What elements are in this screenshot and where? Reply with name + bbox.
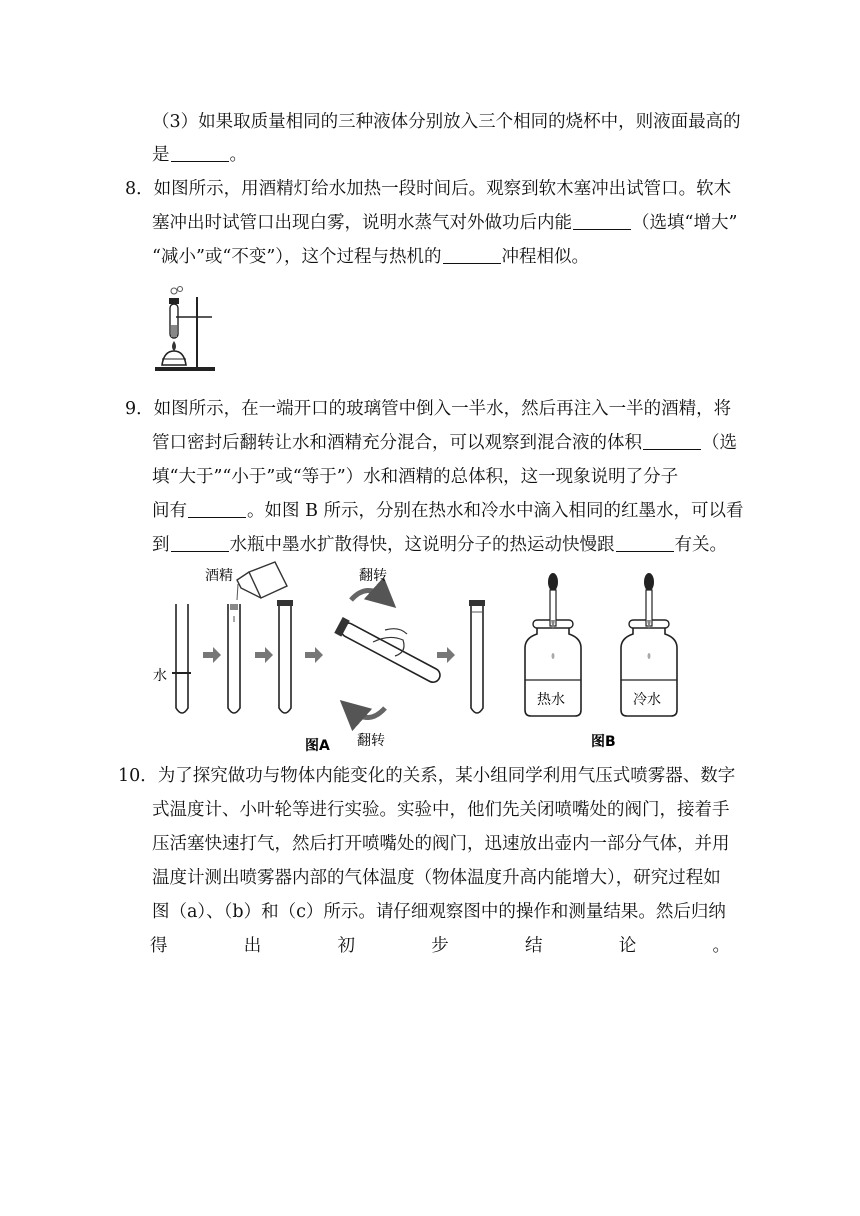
- figure-b-caption: 图B: [591, 734, 616, 750]
- q9-text: （选: [702, 433, 737, 453]
- figure-b: [525, 573, 677, 750]
- curved-arrow-icon: [351, 590, 385, 600]
- q9-text: 有关。: [674, 535, 727, 555]
- arrow-right-icon: [255, 647, 273, 663]
- q10-char: 论: [618, 936, 637, 956]
- q9-text: 管口密封后翻转让水和酒精充分混合，可以观察到混合液的体积: [152, 433, 642, 453]
- q9-line1: 9．如图所示，在一端开口的玻璃管中倒入一半水，然后再注入一半的酒精，将: [125, 399, 732, 419]
- q10-line2: 式温度计、小叶轮等进行实验。实验中，他们先关闭喷嘴处的阀门，接着手: [152, 800, 730, 820]
- answer-blank[interactable]: [643, 432, 701, 450]
- q7-part3-line1: （3）如果取质量相同的三种液体分别放入三个相同的烧杯中，则液面最高的: [152, 112, 741, 132]
- answer-blank[interactable]: [616, 534, 674, 552]
- q10-line6: [150, 934, 730, 958]
- water-label: 水: [153, 668, 167, 684]
- q8-text: （选填“增大”: [632, 213, 738, 233]
- q8-text: 塞冲出时试管口出现白雾，说明水蒸气对外做功后内能: [152, 213, 572, 233]
- answer-blank[interactable]: [188, 500, 246, 518]
- arrow-right-icon: [203, 647, 221, 663]
- answer-blank[interactable]: [443, 246, 501, 264]
- q9-text: 到: [152, 535, 170, 555]
- arrow-right-icon: [305, 647, 323, 663]
- arrow-right-icon: [437, 647, 455, 663]
- q9-line3: 填“大于”“小于”或“等于”）水和酒精的总体积，这一现象说明了分子: [152, 467, 679, 487]
- q9-text: 间有: [152, 501, 187, 521]
- q8-line2: [152, 211, 737, 235]
- q8-line3: [152, 245, 589, 269]
- answer-blank[interactable]: [573, 212, 631, 230]
- q8-apparatus-figure: [150, 285, 220, 373]
- q8-text: “减小”或“不变”），这个过程与热机的: [152, 247, 442, 267]
- bottle-icon: [237, 562, 287, 600]
- q9-line4: [152, 499, 743, 523]
- q10-line1: 10．为了探究做功与物体内能变化的关系，某小组同学利用气压式喷雾器、数字: [118, 766, 736, 786]
- figure-a: [153, 562, 485, 754]
- q7-text: 是: [152, 145, 170, 165]
- q10-char: 出: [243, 936, 262, 956]
- q8-text: 冲程相似。: [501, 247, 590, 267]
- test-tube-icon: [279, 604, 291, 713]
- q8-line1: 8．如图所示，用酒精灯给水加热一段时间后。观察到软木塞冲出试管口。软木: [125, 179, 732, 199]
- figure-a-caption: 图A: [305, 738, 330, 754]
- hot-water-bottle-icon: [525, 573, 581, 716]
- flip-label-top: 翻转: [359, 568, 387, 584]
- q7-part3-line2: [152, 143, 247, 167]
- q10-char: 结: [525, 936, 543, 956]
- q9-text: 。如图 B 所示，分别在热水和冷水中滴入相同的红墨水，可以看: [247, 501, 744, 521]
- answer-blank[interactable]: [171, 534, 229, 552]
- q9-line5: [152, 533, 727, 557]
- q10-line3: 压活塞快速打气，然后打开喷嘴处的阀门，迅速放出壶内一部分气体，并用: [152, 834, 730, 854]
- alcohol-label: 酒精: [205, 568, 233, 584]
- q10-char: 初: [337, 936, 355, 956]
- q7-text: 。: [229, 145, 247, 165]
- q10-char: 。: [712, 936, 730, 956]
- cold-water-bottle-icon: [621, 573, 677, 716]
- cold-water-label: 冷水: [633, 692, 661, 708]
- q10-line4: 温度计测出喷雾器内部的气体温度（物体温度升高内能增大），研究过程如: [152, 868, 721, 888]
- q9-figure: [145, 560, 715, 755]
- hot-water-label: 热水: [537, 692, 565, 708]
- q10-char: 得: [150, 936, 168, 956]
- test-tube-icon: [471, 604, 483, 713]
- q10-line5: 图（a）、（b）和（c）所示。请仔细观察图中的操作和测量结果。然后归纳: [152, 902, 726, 922]
- curved-arrow-icon: [351, 708, 385, 718]
- tilted-tube-icon: [334, 617, 443, 686]
- q9-text: 水瓶中墨水扩散得快，这说明分子的热运动快慢跟: [229, 535, 615, 555]
- test-tube-icon: [176, 604, 188, 713]
- answer-blank[interactable]: [171, 144, 229, 162]
- q10-char: 步: [431, 936, 449, 956]
- flip-label-bottom: 翻转: [357, 733, 385, 749]
- q9-line2: [152, 431, 737, 455]
